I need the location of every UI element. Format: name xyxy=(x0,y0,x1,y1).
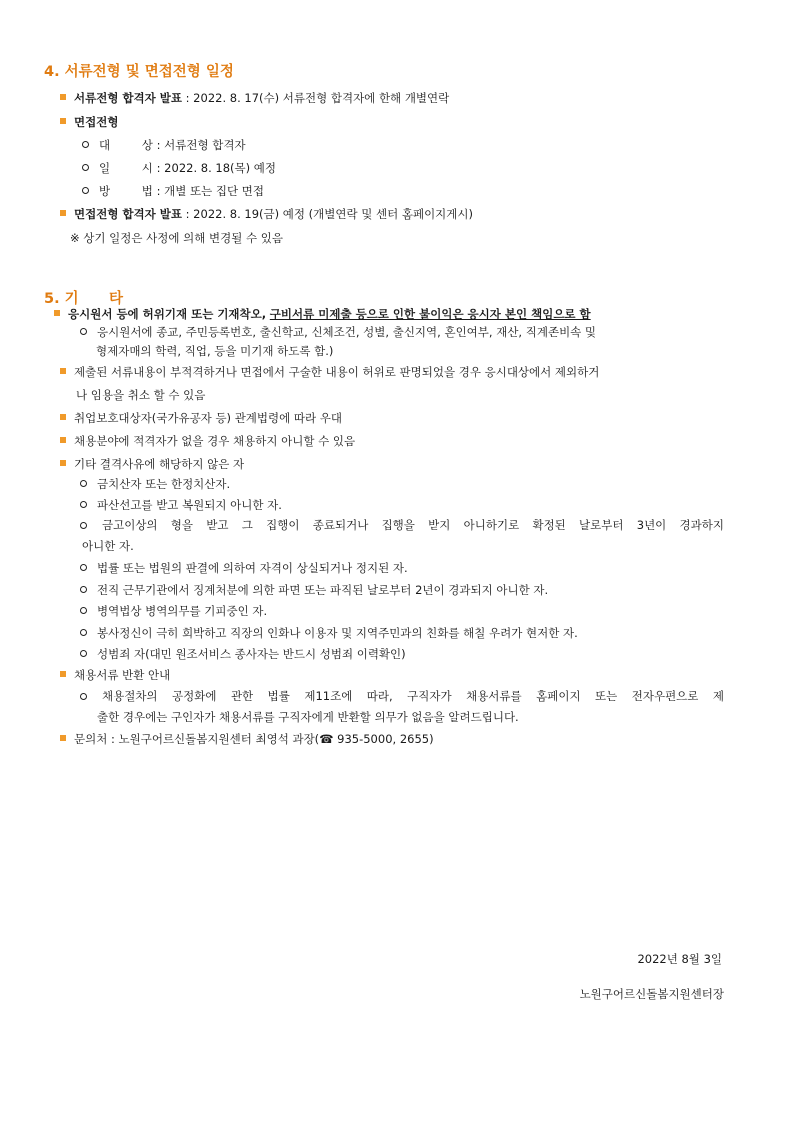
sub-item xyxy=(82,160,276,176)
circle-bullet-icon xyxy=(80,480,87,487)
square-bullet-icon xyxy=(60,460,66,466)
section-5-title: 5. 기 타 xyxy=(44,291,123,307)
square-bullet-icon xyxy=(54,310,60,316)
sub-item xyxy=(80,582,548,598)
item-text: 성범죄 자(대민 원조서비스 종사자는 반드시 성범죄 이력확인) xyxy=(97,647,406,661)
square-bullet-icon xyxy=(60,414,66,420)
sub-item xyxy=(80,603,267,619)
item-value: : 2022. 8. 18(목) 예정 xyxy=(153,161,276,175)
item-bold: 면접전형 xyxy=(74,115,119,129)
sub-item xyxy=(80,476,230,492)
item-continuation: 나 임용을 취소 할 수 있음 xyxy=(76,388,206,402)
item-text: 법률 또는 법원의 판결에 의하여 자격이 상실되거나 정지된 자. xyxy=(97,561,408,575)
item-text: : 2022. 8. 17(수) 서류전형 합격자에 한해 개별연락 xyxy=(182,91,450,105)
note: ※ 상기 일정은 사정에 의해 변경될 수 있음 xyxy=(70,231,283,245)
item-value: : 개별 또는 집단 면접 xyxy=(153,184,265,198)
circle-bullet-icon xyxy=(82,141,89,148)
item-bold: 서류전형 합격자 발표 xyxy=(74,91,182,105)
circle-bullet-icon xyxy=(80,522,87,529)
signature: 노원구어르신돌봄지원센터장 xyxy=(579,987,724,1001)
circle-bullet-icon xyxy=(80,693,87,700)
list-item xyxy=(60,90,449,106)
contact-info: 문의처 : 노원구어르신돌봄지원센터 최영석 과장(☎ 935-5000, 2655) xyxy=(74,732,434,746)
list-item xyxy=(60,206,473,222)
item-text: 응시원서에 종교, 주민등록번호, 출신학교, 신체조건, 성별, 출신지역, 혼인여부, 재산, 직계존비속 및 xyxy=(97,325,597,339)
square-bullet-icon xyxy=(60,437,66,443)
square-bullet-icon xyxy=(60,118,66,124)
item-bold-underlined: 구비서류 미제출 등으로 인한 불이익은 응시자 본인 책임으로 함 xyxy=(269,307,591,321)
list-item xyxy=(60,364,599,380)
circle-bullet-icon xyxy=(80,564,87,571)
square-bullet-icon xyxy=(60,210,66,216)
list-item xyxy=(60,433,355,449)
square-bullet-icon xyxy=(60,368,66,374)
item-label: 일 시 xyxy=(99,161,153,175)
circle-bullet-icon xyxy=(80,586,87,593)
item-text: 파산선고를 받고 복원되지 아니한 자. xyxy=(97,498,282,512)
item-text: 취업보호대상자(국가유공자 등) 관계법령에 따라 우대 xyxy=(74,411,342,425)
sub-item xyxy=(80,688,724,704)
sub-item xyxy=(80,497,282,513)
item-text: 봉사정신이 극히 희박하고 직장의 인화나 이용자 및 지역주민과의 친화를 해칠 우려가 현저한 자. xyxy=(97,626,578,640)
document-date: 2022년 8월 3일 xyxy=(637,952,722,966)
sub-item xyxy=(80,324,596,340)
item-continuation: 형제자매의 학력, 직업, 등을 미기재 하도록 함.) xyxy=(96,344,334,358)
circle-bullet-icon xyxy=(80,650,87,657)
item-value: : 서류전형 합격자 xyxy=(153,138,246,152)
item-bold: 응시원서 등에 허위기재 또는 기재착오, xyxy=(68,307,267,321)
list-item xyxy=(60,731,434,747)
circle-bullet-icon xyxy=(80,629,87,636)
item-continuation: 아니한 자. xyxy=(82,539,134,553)
circle-bullet-icon xyxy=(80,607,87,614)
section-4-title: 4. 서류전형 및 면접전형 일정 xyxy=(44,64,234,80)
circle-bullet-icon xyxy=(80,501,87,508)
item-text: 제출된 서류내용이 부적격하거나 면접에서 구술한 내용이 허위로 판명되었을 경우 응시대상에서 제외하거 xyxy=(74,365,600,379)
circle-bullet-icon xyxy=(80,328,87,335)
sub-item xyxy=(80,625,578,641)
item-text: 금치산자 또는 한정치산자. xyxy=(97,477,231,491)
list-item xyxy=(60,667,170,683)
list-item xyxy=(60,410,342,426)
square-bullet-icon xyxy=(60,94,66,100)
sub-item xyxy=(80,517,724,533)
item-text: 채용절차의 공정화에 관한 법률 제11조에 따라, 구직자가 채용서류를 홈페이지 또는 전자우편으로 제 xyxy=(102,689,724,703)
sub-item xyxy=(82,137,246,153)
item-continuation: 출한 경우에는 구인자가 채용서류를 구직자에게 반환할 의무가 없음을 알려드립니다. xyxy=(97,710,519,724)
item-text: 금고이상의 형을 받고 그 집행이 종료되거나 집행을 받지 아니하기로 확정된 날로부터 3년이 경과하지 xyxy=(102,518,724,532)
item-bold: 면접전형 합격자 발표 xyxy=(74,207,182,221)
item-label: 방 법 xyxy=(99,184,153,198)
item-text: 병역법상 병역의무를 기피중인 자. xyxy=(97,604,268,618)
square-bullet-icon xyxy=(60,735,66,741)
list-item xyxy=(60,114,118,130)
item-text: 전직 근무기관에서 징계처분에 의한 파면 또는 파직된 날로부터 2년이 경과되지 아니한 자. xyxy=(97,583,549,597)
list-item xyxy=(54,306,591,322)
item-text: : 2022. 8. 19(금) 예정 (개별연락 및 센터 홈페이지게시) xyxy=(182,207,473,221)
item-text: 기타 결격사유에 해당하지 않은 자 xyxy=(74,457,245,471)
circle-bullet-icon xyxy=(82,164,89,171)
list-item xyxy=(60,456,244,472)
sub-item xyxy=(80,560,408,576)
item-text: 채용분야에 적격자가 없을 경우 채용하지 아니할 수 있음 xyxy=(74,434,356,448)
item-label: 대 상 xyxy=(99,138,153,152)
sub-item xyxy=(80,646,406,662)
sub-item xyxy=(82,183,264,199)
square-bullet-icon xyxy=(60,671,66,677)
item-text: 채용서류 반환 안내 xyxy=(74,668,171,682)
circle-bullet-icon xyxy=(82,187,89,194)
